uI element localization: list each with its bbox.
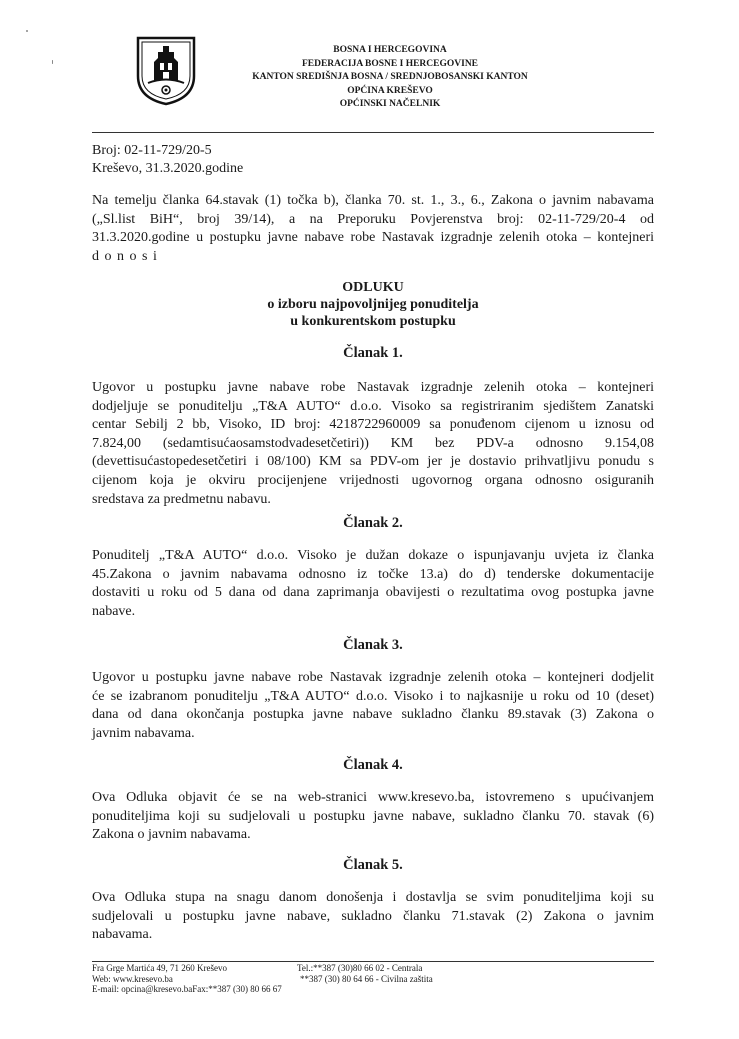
article-line: Ugovor u postupku javne nabave robe Nastavak izgradnje zelenih otoka – kontejneri dodjelit — [92, 670, 654, 685]
preamble-line: („Sl.list BiH“, broj 39/14), a na Preporuku Povjerenstva broj: 02-11-729/20-4 od — [92, 211, 654, 227]
letterhead-line: OPĆINSKI NAČELNIK — [339, 99, 441, 110]
article-heading: Članak 4. — [343, 757, 403, 773]
footer-phone-central: Tel.:**387 (30)80 66 02 - Centrala — [297, 963, 423, 973]
article-line: dana od dana okončanja postupka javne nabave sukladno članku 89.stavak (3) Zakona o — [92, 707, 654, 723]
article-line: nabavama. — [92, 927, 153, 943]
footer-divider — [92, 961, 654, 962]
article-body — [92, 789, 654, 845]
article-line: Ova Odluka objavit će se na web-stranici www.kresevo.ba, istovremeno s upućivanjem — [92, 790, 654, 805]
article-line: cijenom koja je okviru procijenjene vrijednosti ugovornog organa odnosno osiguranih — [92, 472, 654, 488]
article-body — [92, 669, 654, 743]
decision-title-block — [92, 279, 654, 330]
footer-email-fax: E-mail: opcina@kresevo.baFax:**387 (30) 80 66 67 — [92, 984, 282, 995]
footer-web: Web: www.kresevo.ba — [92, 973, 173, 984]
kresevo-coat-of-arms-icon — [136, 36, 196, 106]
footer-contact-left — [92, 963, 282, 995]
article-line: Ova Odluka stupa na snagu danom donošenja i dostavlja se svim ponuditeljima koji su — [92, 890, 654, 905]
article-line: (devettisućastopedesetčetiri i 08/100) KM sa PDV-om jer je dostavio prihvatljivu ponudu s — [92, 454, 654, 470]
document-place-date: Kreševo, 31.3.2020.godine — [92, 161, 244, 176]
letterhead-line: OPĆINA KREŠEVO — [347, 85, 433, 96]
article-line: Ugovor u postupku javne nabave robe Nastavak izgradnje zelenih otoka – kontejneri — [92, 380, 654, 395]
article-body — [92, 379, 654, 509]
letterhead-line: KANTON SREDIŠNJA BOSNA / SREDNJOBOSANSKI KANTON — [252, 72, 528, 83]
article-line: će se izabranom ponuditelju „T&A AUTO“ d.o.o. Visoko i to najkasnije u roku od 10 (deset) — [92, 688, 654, 704]
article-line: dodjeljuje se ponuditelju „T&A AUTO“ d.o.o. Visoko sa registriranim sjedištem Zanatski — [92, 398, 654, 414]
article-heading: Članak 1. — [343, 345, 403, 361]
article-heading: Članak 2. — [343, 515, 403, 531]
letterhead-line: FEDERACIJA BOSNE I HERCEGOVINE — [301, 58, 479, 69]
document-reference — [92, 142, 243, 178]
article-line: sredstava za predmetnu nabavu. — [92, 491, 271, 507]
article-line: 7.824,00 (sedamtisućaosamstodvadesetčetiri)) KM bez PDV-a odnosno 9.154,08 — [92, 435, 654, 451]
decision-title: ODLUKU — [342, 280, 404, 295]
footer-contact-right — [297, 963, 433, 984]
preamble-line: d o n o s i — [92, 248, 158, 264]
decision-subtitle: u konkurentskom postupku — [290, 314, 456, 329]
letterhead-line: BOSNA I HERCEGOVINA — [333, 45, 447, 55]
letterhead — [215, 44, 565, 112]
article-heading: Članak 5. — [343, 857, 403, 873]
preamble-line: Na temelju članka 64.stavak (1) točka b), članka 70. st. 1., 3., 6., Zakona o javnim nabavama — [92, 193, 654, 208]
article-line: Zakona o javnim nabavama. — [92, 827, 251, 843]
article-line: 45.Zakona o javnim nabavama odnosno iz točke 13.a) do d) tenderske dokumentacije — [92, 566, 654, 582]
article-body — [92, 547, 654, 621]
article-line: dostaviti u roku od 5 dana od dana zaprimanja obavijesti o rezultatima ovog postupka javne — [92, 585, 654, 601]
article-line: sudjelovali u postupku javne nabave, sukladno članku 71.stavak (2) Zakona o javnim — [92, 908, 654, 924]
article-body — [92, 889, 654, 945]
footer-phone-civil-protection: **387 (30) 80 64 66 - Civilna zaštita — [300, 973, 433, 984]
scan-speck — [52, 60, 53, 64]
footer-address: Fra Grge Martića 49, 71 260 Kreševo — [92, 963, 228, 973]
scan-speck — [26, 30, 28, 32]
article-heading: Članak 3. — [343, 637, 403, 653]
preamble — [92, 192, 654, 266]
article-line: nabave. — [92, 603, 136, 619]
article-line: centar Sebilj 2 bb, Visoko, ID broj: 4218722960009 sa ponuđenom cijenom u iznosu od — [92, 417, 654, 433]
article-line: javnim nabavama. — [92, 725, 195, 741]
article-line: Ponuditelj „T&A AUTO“ d.o.o. Visoko je dužan dokaze o ispunjavanju uvjeta iz članka — [92, 548, 654, 563]
document-number: Broj: 02-11-729/20-5 — [92, 143, 212, 158]
decision-subtitle: o izboru najpovoljnijeg ponuditelja — [267, 297, 479, 312]
header-divider — [92, 132, 654, 133]
preamble-line: 31.3.2020.godine u postupku javne nabave robe Nastavak izgradnje zelenih otoka – kontejneri — [92, 230, 654, 246]
article-line: ponuditeljima koji su sudjelovali u postupku javne nabave, sukladno članku 70. stavak (6) — [92, 808, 654, 824]
